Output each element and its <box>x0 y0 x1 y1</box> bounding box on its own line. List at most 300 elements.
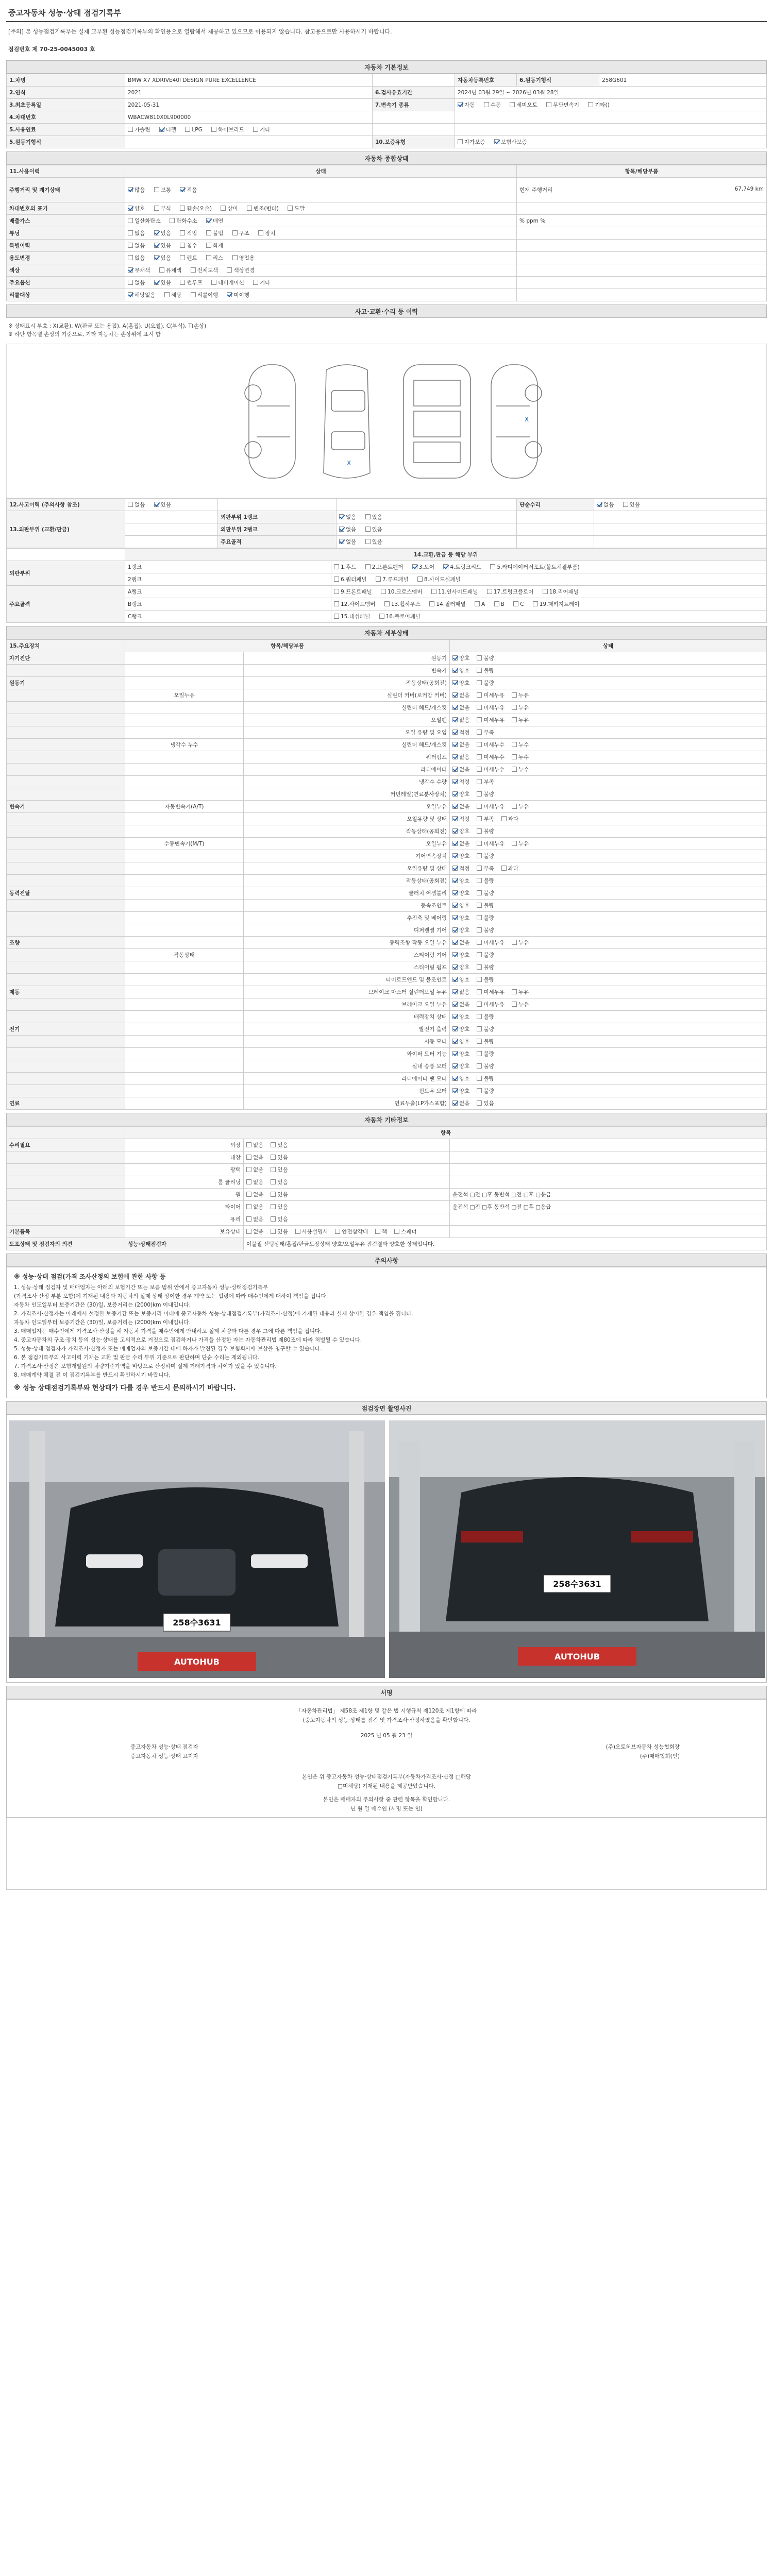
checkbox-icon <box>365 564 371 569</box>
other-extra <box>450 1226 767 1238</box>
front-car-photo <box>9 1420 385 1678</box>
detail-group <box>7 776 125 788</box>
frame-a-parts: 9.프론트패널 10.크로스멤버 11.인사이드패널 17.트렁크플로어 18.리어패널 <box>331 586 767 598</box>
detail-subgroup <box>125 862 244 875</box>
checkbox-icon <box>211 280 216 285</box>
other-row <box>7 1213 767 1226</box>
checkbox-icon <box>417 577 423 582</box>
checkbox-icon <box>206 243 211 248</box>
checkbox-icon <box>253 127 258 132</box>
mileage-value-cell: 현재 주행거리 67,749 km <box>517 178 767 202</box>
checkbox-icon <box>154 230 159 235</box>
detail-item: 배력장치 상태 <box>244 1011 450 1023</box>
summary-table <box>6 165 767 301</box>
checkbox-icon <box>365 514 371 519</box>
label-frame: 주요골격 <box>7 586 125 623</box>
notice-text: [주의] 본 성능점검기록부는 실제 교부된 성능점검기록부의 확인용으로 열람해서 제공하고 있으므로 이용되지 않습니다. 참고용으로만 사용하시기 바랍니다. <box>8 28 392 35</box>
detail-item: 스티어링 기어 <box>244 949 450 961</box>
detail-row <box>7 665 767 677</box>
checkbox-icon <box>206 218 211 223</box>
checkbox-icon <box>180 243 185 248</box>
detail-item: 디퍼렌셜 기어 <box>244 924 450 937</box>
detail-row <box>7 961 767 974</box>
detail-row <box>7 776 767 788</box>
caution-line: 4. 중고자동차의 구조·장치 등의 성능·상태를 고의적으로 거짓으로 점검하거나 가격을 산정한 자는 자동차관리법 제80조에 따라 처벌될 수 있습니다. <box>14 1337 362 1343</box>
detail-subgroup <box>125 900 244 912</box>
other-row <box>7 1201 767 1213</box>
detail-item: 오일누유 <box>244 801 450 813</box>
detail-row <box>7 1097 767 1110</box>
value-year: 2021 <box>125 87 373 99</box>
svg-text:AUTOHUB: AUTOHUB <box>554 1652 600 1662</box>
label-accident-history: 12.사고이력 (주의사항 참조) <box>7 499 125 511</box>
checkbox-icon <box>477 1014 482 1019</box>
checkbox-icon <box>477 915 482 920</box>
checkbox-icon <box>154 206 159 211</box>
detail-status: 양호 불량 <box>450 1011 767 1023</box>
detail-item: 오일 유량 및 오염 <box>244 726 450 739</box>
detail-group: 원동기 <box>7 677 125 689</box>
label-fuel: 5.사용연료 <box>7 124 125 136</box>
detail-subgroup <box>125 986 244 998</box>
checkbox-icon <box>452 940 458 945</box>
detail-group <box>7 875 125 887</box>
detail-item: 등속조인트 <box>244 900 450 912</box>
checkbox-icon <box>180 280 185 285</box>
caution-box <box>6 1267 767 1398</box>
checkbox-icon <box>477 804 482 809</box>
header-status: 상태 <box>125 165 517 178</box>
rank2-options: 없음 있음 <box>337 523 517 536</box>
detail-item: 실린더 커버(로커암 커버) <box>244 689 450 702</box>
other-group <box>7 1176 125 1189</box>
detail-status: 양호 불량 <box>450 875 767 887</box>
main-options: 없음 있음 썬루프 네비게이션 기타 <box>125 277 517 289</box>
exterior-rank1-parts: 1.후드 2.프론트펜더 3.도어 4.트렁크리드 5.라디에이터서포트(볼트체결부품) <box>331 561 767 573</box>
section-basic: 자동차 기본정보 <box>6 60 767 74</box>
checkbox-icon <box>623 502 628 507</box>
checkbox-icon <box>452 866 458 871</box>
detail-group: 변속기 <box>7 801 125 813</box>
label-exterior: 외판부위 <box>7 561 125 586</box>
checkbox-icon <box>477 977 482 982</box>
label-warranty: 10.보증유형 <box>373 136 455 148</box>
notifier-name: (주)매매협회(인) <box>640 1753 680 1759</box>
label-car-name: 1.차명 <box>7 74 125 87</box>
checkbox-icon <box>159 127 164 132</box>
checkbox-icon <box>512 692 517 698</box>
caution-line: 8. 매매계약 체결 전 이 점검기록부를 반드시 확인하시기 바랍니다. <box>14 1372 171 1378</box>
checkbox-icon <box>477 1076 482 1081</box>
detail-group <box>7 1060 125 1073</box>
detail-row <box>7 702 767 714</box>
checkbox-icon <box>543 589 548 594</box>
detail-row <box>7 838 767 850</box>
detail-row <box>7 825 767 838</box>
header-part: 항목/해당부품 <box>125 640 450 652</box>
checkbox-icon <box>271 1142 276 1147</box>
inspector-label: 중고자동차 성능·상태 점검자 <box>130 1744 198 1750</box>
detail-row <box>7 900 767 912</box>
detail-subgroup <box>125 924 244 937</box>
detail-status: 양호 불량 <box>450 788 767 801</box>
checkbox-icon <box>253 280 258 285</box>
other-status: 없음 있음 <box>244 1151 450 1164</box>
buyer-confirm-3: 본인은 매매자의 주의사항 중 관련 항목을 확인합니다. <box>323 1797 450 1803</box>
detail-subgroup <box>125 1097 244 1110</box>
detail-item: 오일누유 <box>244 838 450 850</box>
detail-row <box>7 1085 767 1097</box>
checkbox-icon <box>443 564 448 569</box>
other-row <box>7 1164 767 1176</box>
detail-group <box>7 1073 125 1085</box>
detail-status: 양호 불량 <box>450 974 767 986</box>
detail-subgroup <box>125 961 244 974</box>
accident-history-options: 없음 있음 <box>125 499 218 511</box>
detail-subgroup <box>125 1023 244 1036</box>
checkbox-icon <box>477 680 482 685</box>
detail-row <box>7 1060 767 1073</box>
detail-group <box>7 739 125 751</box>
checkbox-icon <box>477 742 482 747</box>
checkbox-icon <box>458 139 463 144</box>
checkbox-icon <box>339 527 344 532</box>
svg-text:AUTOHUB: AUTOHUB <box>174 1657 220 1667</box>
checkbox-icon <box>128 502 133 507</box>
checkbox-icon <box>512 717 517 722</box>
checkbox-icon <box>452 903 458 908</box>
caution-lines <box>14 1283 759 1380</box>
checkbox-icon <box>477 754 482 759</box>
other-item: 외장 <box>125 1139 244 1151</box>
detail-row <box>7 764 767 776</box>
detail-subgroup: 냉각수 누수 <box>125 739 244 751</box>
emission-units: % ppm % <box>517 215 767 227</box>
detail-status: 없음 있음 <box>450 1097 767 1110</box>
detail-item: 워터펌프 <box>244 751 450 764</box>
detail-status: 양호 불량 <box>450 887 767 900</box>
label-transmission: 7.변속기 종류 <box>373 99 455 111</box>
checkbox-icon <box>246 1142 251 1147</box>
checkbox-icon <box>246 1179 251 1184</box>
other-status: 없음 있음 <box>244 1201 450 1213</box>
other-extra <box>450 1164 767 1176</box>
checkbox-icon <box>452 779 458 784</box>
other-group <box>7 1151 125 1164</box>
label-main-frame: 주요골격 <box>218 536 337 548</box>
checkbox-icon <box>477 1051 482 1056</box>
checkbox-icon <box>180 255 185 260</box>
caution-line: 5. 성능·상태 점검자가 가격조사·산정자 또는 매매업자의 보증기간 내에 하자가 발견된 경우 보험회사에 보상을 청구할 수 있습니다. <box>14 1346 322 1352</box>
detail-item: 작동상태(공회전) <box>244 677 450 689</box>
label-simple-repair: 단순수리 <box>517 499 594 511</box>
detail-item: 오일유량 및 상태 <box>244 862 450 875</box>
frame-options: 없음 있음 <box>337 536 517 548</box>
detail-subgroup <box>125 652 244 665</box>
caution-line: 7. 가격조사·산정은 보험개발원의 차량기준가액을 바탕으로 산정하며 실제 거래가격과 차이가 있을 수 있습니다. <box>14 1363 277 1369</box>
checkbox-icon <box>159 267 164 273</box>
checkbox-icon <box>288 206 293 211</box>
other-item: 룸 클리닝 <box>125 1176 244 1189</box>
detail-group <box>7 998 125 1011</box>
signature-box <box>6 1699 767 1818</box>
detail-item: 브레이크 오일 누유 <box>244 998 450 1011</box>
detail-row <box>7 850 767 862</box>
warranty-options: 자가보증 보험사보증 <box>455 136 767 148</box>
detail-row <box>7 751 767 764</box>
checkbox-icon <box>334 577 339 582</box>
detail-row <box>7 912 767 924</box>
checkbox-icon <box>412 564 417 569</box>
detail-subgroup <box>125 813 244 825</box>
detail-group <box>7 900 125 912</box>
simple-repair-options: 없음 있음 <box>594 499 767 511</box>
detail-row <box>7 887 767 900</box>
checkbox-icon <box>477 952 482 957</box>
checkbox-icon <box>246 1204 251 1209</box>
detail-group: 조향 <box>7 937 125 949</box>
detail-row <box>7 1048 767 1060</box>
checkbox-icon <box>512 705 517 710</box>
special-options: 없음 있음 침수 화재 <box>125 240 517 252</box>
checkbox-icon <box>128 243 133 248</box>
checkbox-icon <box>191 292 196 297</box>
detail-status: 없음 미세누유 누유 <box>450 801 767 813</box>
detail-group <box>7 912 125 924</box>
other-group <box>7 1189 125 1201</box>
detail-row <box>7 949 767 961</box>
other-row <box>7 1176 767 1189</box>
detail-row <box>7 726 767 739</box>
checkbox-icon <box>452 705 458 710</box>
detail-group <box>7 974 125 986</box>
detail-item: 실린더 헤드/개스킷 <box>244 739 450 751</box>
label-inspector-opinion: 도포상태 및 점검자의 의견 <box>7 1238 125 1250</box>
checkbox-icon <box>154 243 159 248</box>
detail-status: 적정 부족 과다 <box>450 813 767 825</box>
detail-subgroup <box>125 726 244 739</box>
transmission-options: 자동 수동 세미오토 무단변속기 기타() <box>455 99 767 111</box>
checkbox-icon <box>271 1229 276 1234</box>
vin-mark-options: 양호 부식 훼손(오손) 상이 변조(변타) 도말 <box>125 202 517 215</box>
checkbox-icon <box>154 187 159 192</box>
detail-row <box>7 1073 767 1085</box>
svg-text:X: X <box>525 416 529 423</box>
mileage-value: 67,749 km <box>734 186 764 192</box>
detail-status: 양호 불량 <box>450 961 767 974</box>
checkbox-icon <box>501 816 507 821</box>
detail-status: 없음 미세누수 누수 <box>450 739 767 751</box>
checkbox-icon <box>334 589 339 594</box>
checkbox-icon <box>452 692 458 698</box>
checkbox-icon <box>477 841 482 846</box>
detail-subgroup <box>125 665 244 677</box>
checkbox-icon <box>452 915 458 920</box>
detail-row <box>7 937 767 949</box>
checkbox-icon <box>452 816 458 821</box>
detail-row <box>7 739 767 751</box>
tuning-options: 없음 있음 적법 불법 구조 장치 <box>125 227 517 240</box>
sign-legal-text-2: (중고자동차의 성능·상태를 점검 및 가격조사·산정하였음을 확인합니다. <box>303 1717 470 1723</box>
detail-status: 양호 불량 <box>450 924 767 937</box>
checkbox-icon <box>512 767 517 772</box>
other-status: 없음 있음 사용설명서 안전삼각대 잭 스패너 <box>244 1226 450 1238</box>
checkbox-icon <box>247 206 252 211</box>
detail-subgroup <box>125 1036 244 1048</box>
exterior-rank2-parts: 6.쿼터패널 7.루프패널 8.사이드실패널 <box>331 573 767 586</box>
other-group <box>7 1201 125 1213</box>
detail-status: 양호 불량 <box>450 677 767 689</box>
other-group: 수리필요 <box>7 1139 125 1151</box>
other-item: 광택 <box>125 1164 244 1176</box>
caution-line: 6. 본 점검기록부의 사고이력 기재는 교환 및 판금 수리 부위 기준으로 판단하며 단순 수리는 제외됩니다. <box>14 1354 259 1361</box>
checkbox-icon <box>128 206 133 211</box>
detail-item: 와이퍼 모터 기능 <box>244 1048 450 1060</box>
detail-subgroup: 자동변속기(A/T) <box>125 801 244 813</box>
header-device: 15.주요장치 <box>7 640 125 652</box>
value-inspection-validity: 2024년 03월 29일 ~ 2026년 03월 28일 <box>455 87 767 99</box>
checkbox-icon <box>452 1063 458 1069</box>
checkbox-icon <box>477 903 482 908</box>
detail-status: 없음 미세누유 누유 <box>450 689 767 702</box>
sign-legal-text: 「자동차관리법」 제58조 제1항 및 같은 법 시행규칙 제120조 제1항에 따라 <box>296 1708 477 1714</box>
checkbox-icon <box>494 139 499 144</box>
label-rank1: 외판부위 1랭크 <box>218 511 337 523</box>
detail-group <box>7 862 125 875</box>
caution-line: 2. 가격조사·산정자는 아래에서 설정한 보증기간 또는 보증거리 이내에 중고자동차 성능·상태점검기록부(가격조사·산정)에 기재된 내용과 실제 상이한 경우 책임을 집니다. <box>14 1311 413 1317</box>
checkbox-icon <box>452 680 458 685</box>
caution-title: ※ 성능·상태 점검(가격 조사산정의 보험에 관한 사항 등 <box>14 1273 166 1280</box>
checkbox-icon <box>477 717 482 722</box>
detail-subgroup <box>125 1048 244 1060</box>
label-mileage: 주행거리 및 계기상태 <box>7 178 125 202</box>
detail-item: 연료누출(LP가스포함) <box>244 1097 450 1110</box>
checkbox-icon <box>206 230 211 235</box>
label-parts-category: 14.교환,판금 등 해당 부위 <box>125 549 767 561</box>
checkbox-icon <box>477 1063 482 1069</box>
checkbox-icon <box>452 878 458 883</box>
checkbox-icon <box>452 890 458 895</box>
caution-line: (가격조사·산정 부분 포함)에 기재된 내용과 자동차의 실제 상태 상이한 경우 계약 또는 법령에 따라 매수인에게 대하여 책임을 집니다. <box>14 1293 328 1299</box>
checkbox-icon <box>128 255 133 260</box>
checkbox-icon <box>452 1051 458 1056</box>
label-tuning: 튜닝 <box>7 227 125 240</box>
checkbox-icon <box>477 730 482 735</box>
detail-status: 없음 미세누유 누유 <box>450 998 767 1011</box>
detail-row <box>7 974 767 986</box>
checkbox-icon <box>452 1088 458 1093</box>
checkbox-icon <box>335 1229 340 1234</box>
detail-subgroup <box>125 937 244 949</box>
checkbox-icon <box>295 1229 300 1234</box>
detail-item: 기어변속장치 <box>244 850 450 862</box>
checkbox-icon <box>477 989 482 994</box>
checkbox-icon <box>452 828 458 834</box>
checkbox-icon <box>477 1026 482 1031</box>
detail-item: 라디에이터 팬 모터 <box>244 1073 450 1085</box>
detail-status: 없음 미세누수 누수 <box>450 764 767 776</box>
detail-row <box>7 652 767 665</box>
detail-row <box>7 813 767 825</box>
buyer-confirm-1: 본인은 위 중고자동차 성능·상태점검기록부(자동차가격조사·산정 □해당 <box>301 1774 472 1780</box>
detail-group <box>7 1036 125 1048</box>
detail-subgroup <box>125 887 244 900</box>
checkbox-icon <box>246 1216 251 1222</box>
checkbox-icon <box>379 614 384 619</box>
usage-change-options: 없음 있음 렌트 리스 영업용 <box>125 252 517 264</box>
detail-group <box>7 1085 125 1097</box>
detail-group <box>7 726 125 739</box>
checkbox-icon <box>512 940 517 945</box>
checkbox-icon <box>128 127 133 132</box>
checkbox-icon <box>164 292 170 297</box>
detail-status: 적정 부족 <box>450 726 767 739</box>
notifier-label: 중고자동차 성능·상태 고지자 <box>130 1753 198 1759</box>
checkbox-icon <box>597 502 602 507</box>
detail-subgroup <box>125 1060 244 1073</box>
detail-status: 양호 불량 <box>450 1073 767 1085</box>
checkbox-icon <box>546 102 551 107</box>
checkbox-icon <box>452 754 458 759</box>
detail-group <box>7 850 125 862</box>
checkbox-icon <box>180 230 185 235</box>
checkbox-icon <box>271 1216 276 1222</box>
detail-item: 커먼레일(연료분사장치) <box>244 788 450 801</box>
detail-status: 없음 미세누유 누유 <box>450 937 767 949</box>
detail-group <box>7 665 125 677</box>
detail-item: 오일팬 <box>244 714 450 726</box>
detail-row <box>7 986 767 998</box>
detail-status: 양호 불량 <box>450 900 767 912</box>
detail-status: 양호 불량 <box>450 652 767 665</box>
detail-rows <box>7 652 767 1110</box>
checkbox-icon <box>334 564 339 569</box>
label-inspection-validity: 6.검사유효기간 <box>373 87 455 99</box>
detail-status: 양호 불량 <box>450 665 767 677</box>
checkbox-icon <box>221 206 226 211</box>
other-extra <box>450 1176 767 1189</box>
other-group <box>7 1213 125 1226</box>
checkbox-icon <box>232 230 238 235</box>
checkbox-icon <box>494 601 499 606</box>
rear-car-photo <box>389 1420 765 1678</box>
checkbox-icon <box>475 601 480 606</box>
detail-group <box>7 1011 125 1023</box>
checkbox-icon <box>477 791 482 796</box>
other-table <box>6 1126 767 1250</box>
checkbox-icon <box>452 717 458 722</box>
caution-footnote: ※ 성능 상태점검기록부와 현상태가 다를 경우 반드시 문의하시기 바랍니다. <box>14 1384 236 1392</box>
checkbox-icon <box>381 589 386 594</box>
color-options: 무채색 유채색 전체도색 색상변경 <box>125 264 517 277</box>
other-row <box>7 1226 767 1238</box>
detail-status: 양호 불량 <box>450 850 767 862</box>
checkbox-icon <box>477 655 482 660</box>
checkbox-icon <box>452 841 458 846</box>
detail-row <box>7 788 767 801</box>
detail-group <box>7 825 125 838</box>
detail-subgroup <box>125 825 244 838</box>
detail-item: 라디에이터 <box>244 764 450 776</box>
document-title: 중고자동차 성능·상태 점검기록부 <box>6 4 767 22</box>
detail-subgroup <box>125 714 244 726</box>
label-engine-type: 6.원동기형식 <box>517 74 599 87</box>
detail-item: 변속기 <box>244 665 450 677</box>
label-usage-change: 용도변경 <box>7 252 125 264</box>
checkbox-icon <box>452 804 458 809</box>
detail-group: 동력전달 <box>7 887 125 900</box>
detail-status: 양호 불량 <box>450 912 767 924</box>
